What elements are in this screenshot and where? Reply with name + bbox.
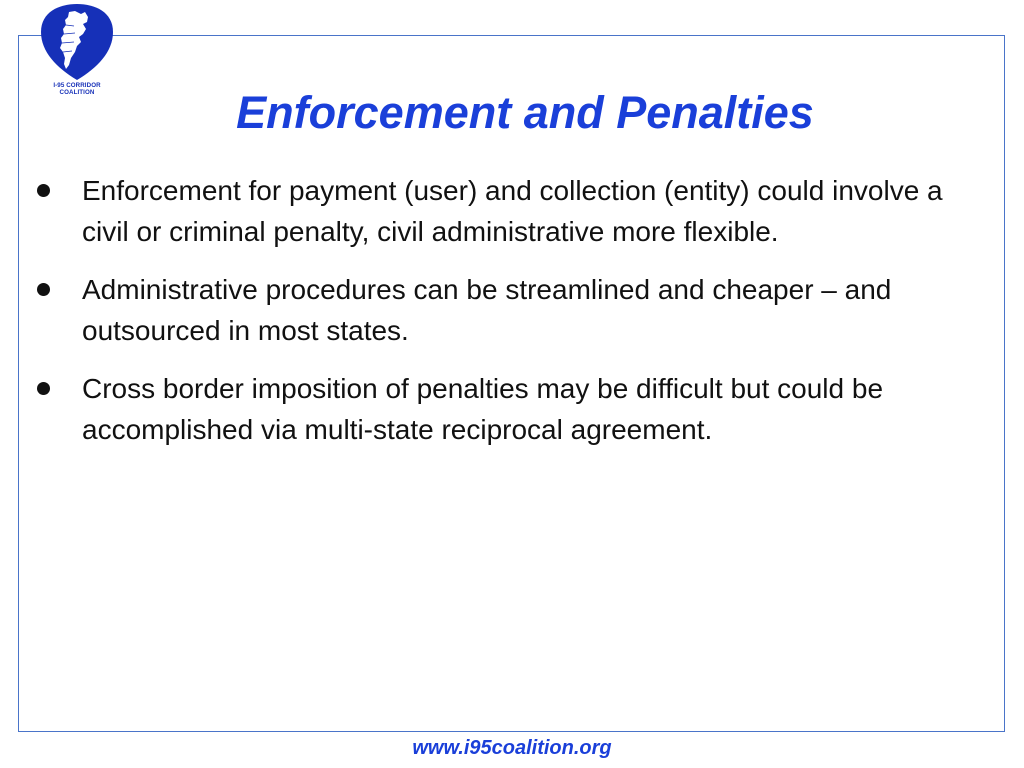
coalition-logo <box>37 2 117 100</box>
bullet-item <box>32 170 982 252</box>
footer-url-link[interactable]: www.i95coalition.org <box>412 737 612 759</box>
bullet-text: Cross border imposition of penalties may be difficult but could be accomplished via multi-state reciprocal agreement. <box>82 373 884 445</box>
logo-line-2: COALITION <box>59 89 95 96</box>
bullet-item <box>32 269 982 351</box>
bullet-item <box>32 368 982 450</box>
bullet-dot-icon <box>37 382 50 395</box>
bullet-dot-icon <box>37 283 50 296</box>
bullet-list <box>32 170 982 467</box>
logo-line-1: I-95 CORRIDOR <box>53 82 101 89</box>
slide-title: Enforcement and Penalties <box>236 87 814 138</box>
bullet-text: Administrative procedures can be streamlined and cheaper – and outsourced in most states. <box>82 274 892 346</box>
bullet-dot-icon <box>37 184 50 197</box>
us-east-coast-map-shield-icon <box>37 2 117 82</box>
bullet-text: Enforcement for payment (user) and collection (entity) could involve a civil or criminal penalty, civil administrative more flexible. <box>82 175 943 247</box>
